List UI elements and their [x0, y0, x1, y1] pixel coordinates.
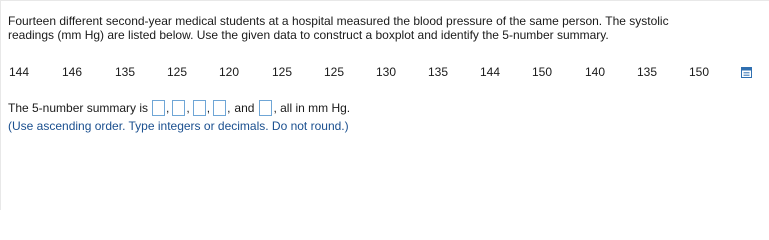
reading-value: 150 — [689, 65, 710, 79]
reading-value: 150 — [532, 65, 553, 79]
answer-separator: , — [227, 101, 231, 115]
answer-hint: (Use ascending order. Type integers or decimals. Do not round.) — [8, 119, 349, 133]
answer-and-label: and — [234, 101, 255, 115]
answer-separator: , — [166, 101, 170, 115]
reading-value: 146 — [62, 65, 83, 79]
answer-sentence — [8, 99, 350, 117]
readings-row — [1, 64, 769, 80]
answer-prefix: The 5-number summary is — [8, 101, 149, 115]
answer-separator: , — [206, 101, 211, 115]
reading-value: 135 — [637, 65, 658, 79]
reading-value: 130 — [376, 65, 397, 79]
copy-data-icon[interactable] — [741, 67, 752, 78]
reading-value: 135 — [428, 65, 449, 79]
reading-value: 144 — [480, 65, 501, 79]
reading-value: 140 — [585, 65, 606, 79]
reading-value: 120 — [219, 65, 240, 79]
question-line-1: Fourteen different second-year medical students at a hospital measured the blood pressure of the same person. The systolic — [8, 14, 669, 28]
answer-box-minimum[interactable] — [152, 100, 165, 116]
reading-value: 125 — [324, 65, 345, 79]
reading-value: 125 — [272, 65, 293, 79]
answer-separator: , — [186, 101, 190, 115]
reading-value: 125 — [167, 65, 188, 79]
answer-box-median[interactable] — [193, 100, 206, 116]
reading-value: 135 — [115, 65, 136, 79]
answer-box-q1[interactable] — [172, 100, 185, 116]
reading-value: 144 — [9, 65, 30, 79]
question-line-2: readings (mm Hg) are listed below. Use the given data to construct a boxplot and identify the 5-number summary. — [8, 28, 609, 42]
answer-suffix: , all in mm Hg. — [273, 101, 351, 115]
answer-box-q3[interactable] — [213, 100, 226, 116]
question-text — [8, 14, 748, 42]
answer-box-maximum[interactable] — [259, 100, 272, 116]
